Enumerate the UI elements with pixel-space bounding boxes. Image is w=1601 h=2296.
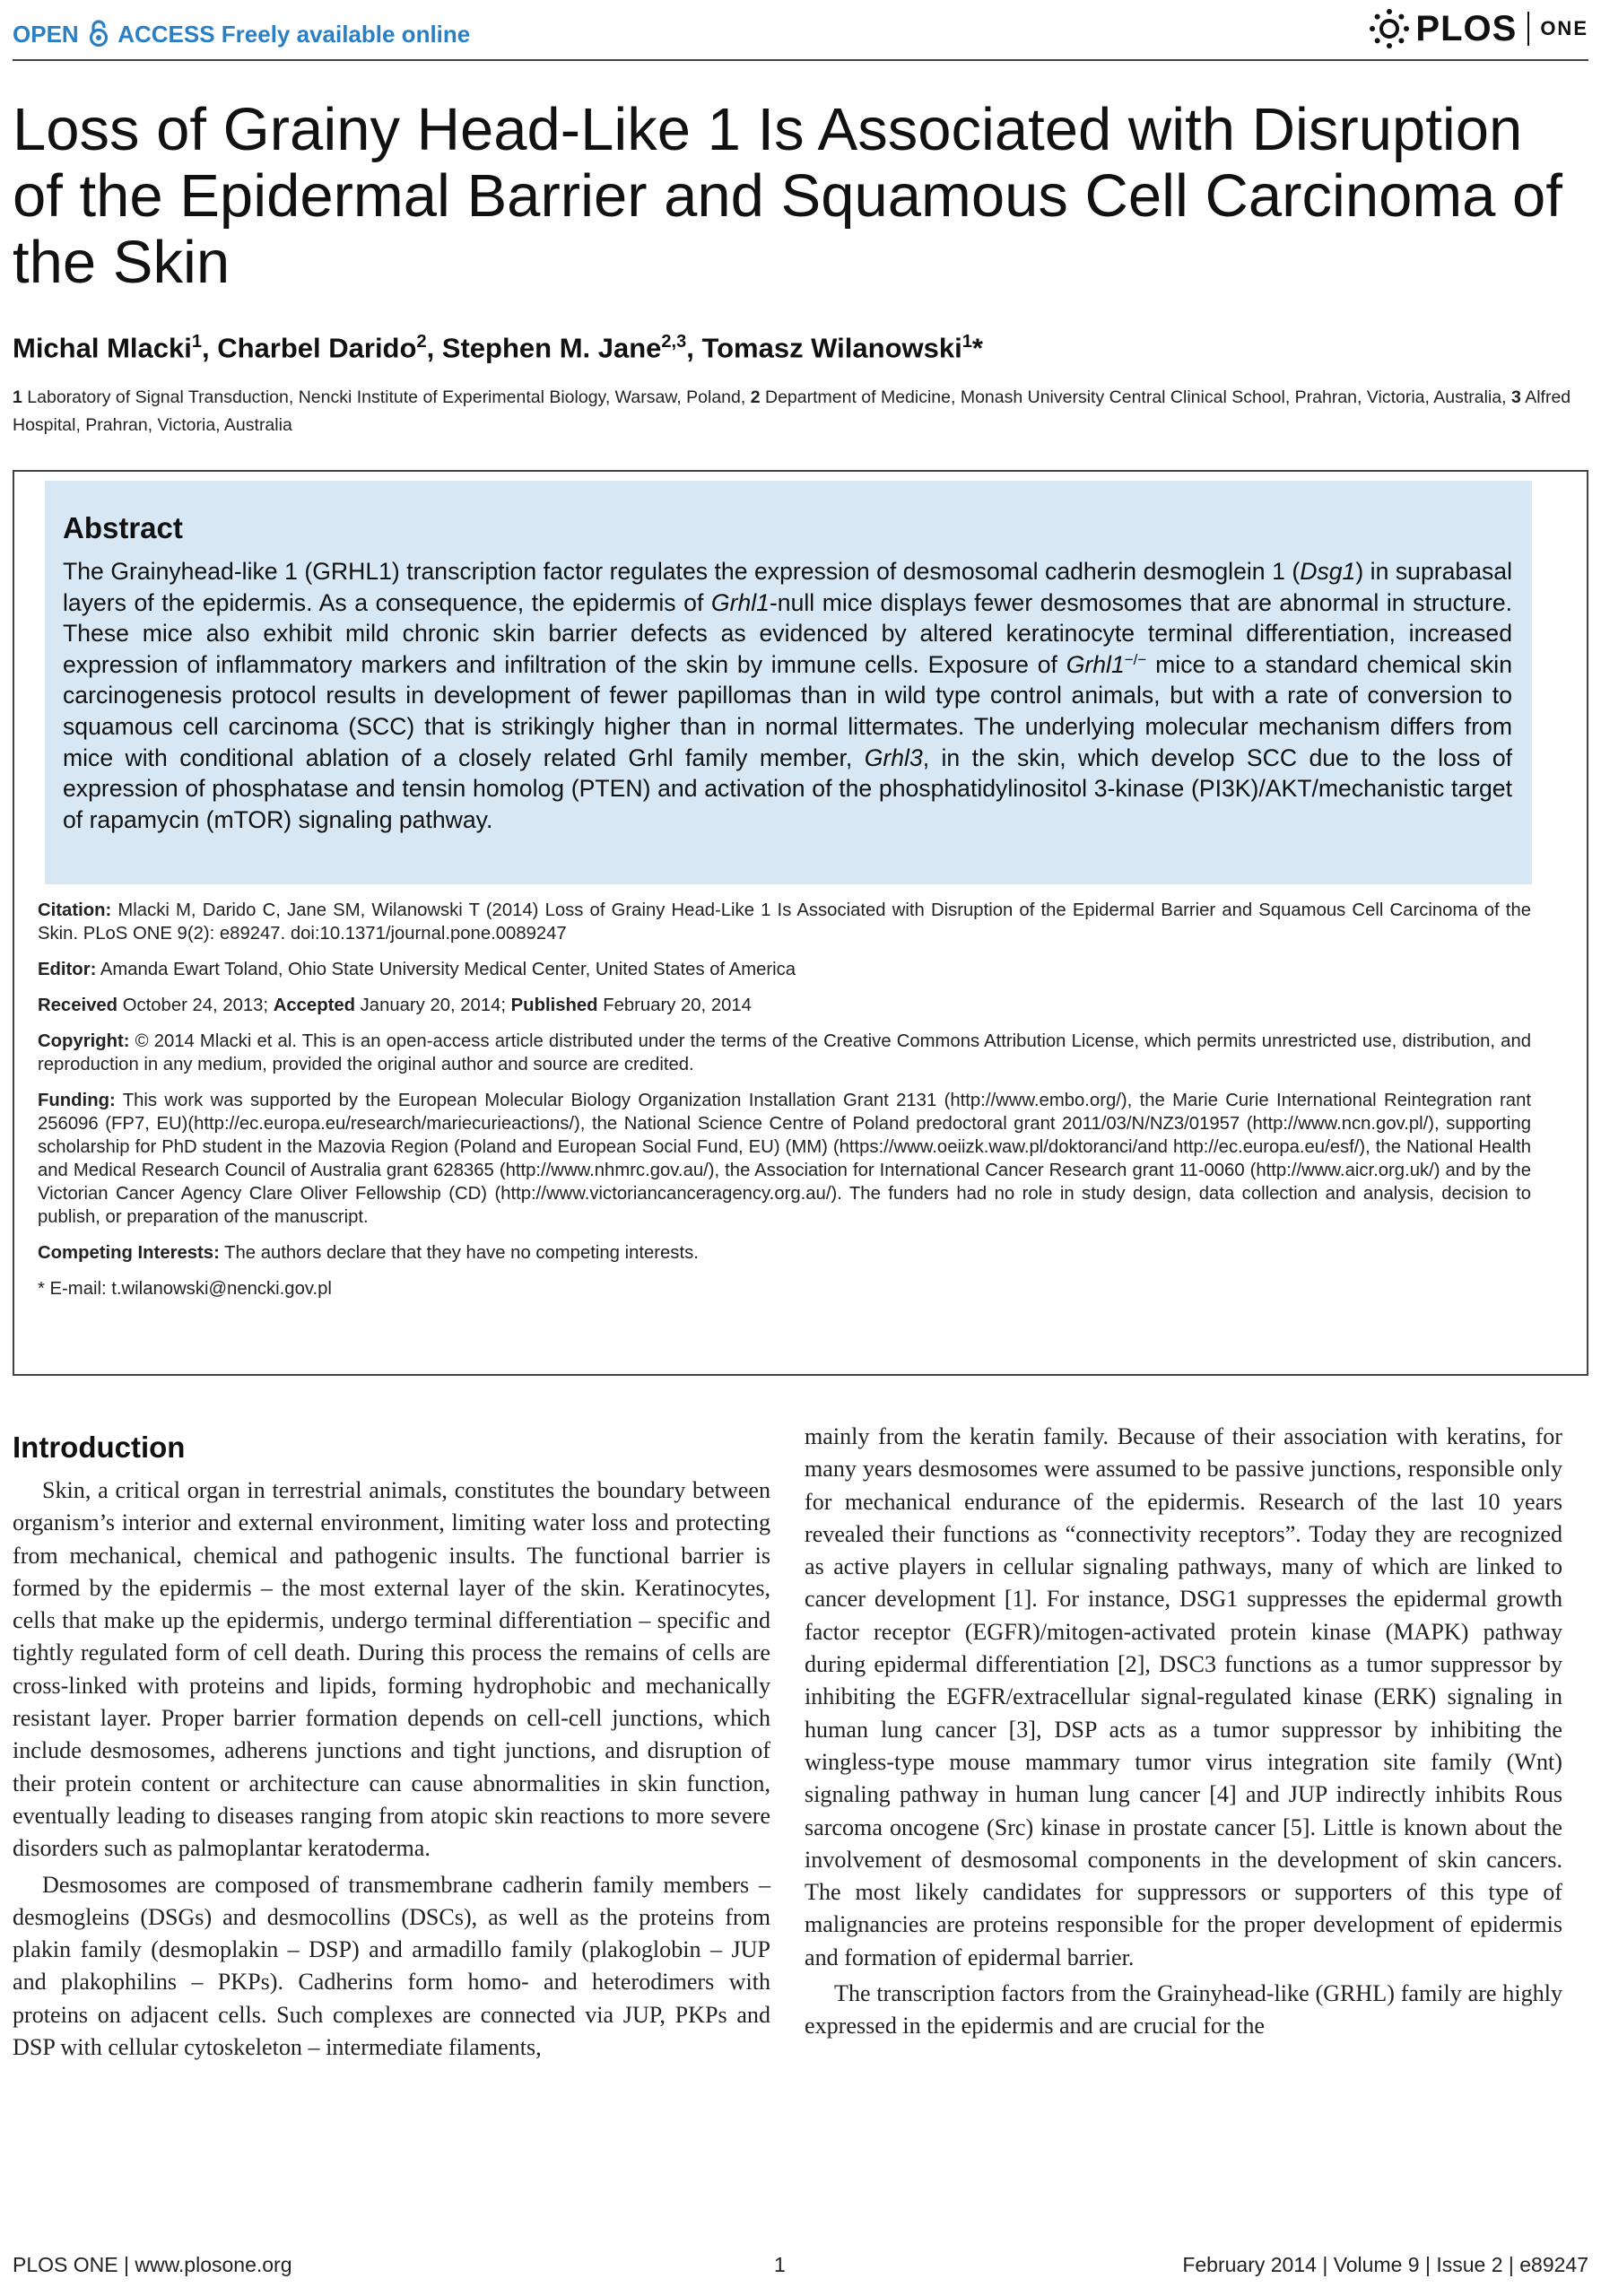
- logo-divider: [1527, 12, 1529, 46]
- article-title: Loss of Grainy Head-Like 1 Is Associated with Disruption of the Epidermal Barrier and Squamous Cell Carcinoma of the Skin: [13, 96, 1562, 296]
- author-affiliation-mark: 1: [191, 332, 202, 352]
- copyright: [38, 1030, 1531, 1076]
- received-label: Received: [38, 996, 118, 1015]
- body-paragraph: mainly from the keratin family. Because of their association with keratins, for many years desmosomes were assumed to be passive junctions, responsible only for mechanical endurance of the epidermis. Research of the last 10 years revealed their functions as “connectivity receptors”. Today they are recognized as active players in cellular signaling pathways, many of which are linked to cancer development [1]. For instance, DSG1 suppresses the epidermal growth factor receptor (EGFR)/mitogen-activated protein kinase (MAPK) pathway during epidermal differentiation [2], DSC3 functions as a tumor suppressor by inhibiting the EGFR/extracellular signal-regulated kinase (ERK) signaling in human lung cancer [3], DSP acts as a tumor suppressor by inhibiting the wingless-type mouse mammary tumor virus integration site family (Wnt) signaling pathway in human lung cancer [4] and JUP indirectly inhibits Rous sarcoma oncogene (Src) kinase in prostate cancer [5]. Little is known about the involvement of desmosomal components in the development of skin cancers. The most likely candidates for suppressors or supporters of this type of malignancies are proteins responsible for the proper development of epidermis and formation of epidermal barrier.: [805, 1423, 1562, 1970]
- affiliation-number: 1: [13, 387, 22, 407]
- journal-name: PLOS: [1415, 8, 1518, 48]
- plos-logo-icon: [1369, 8, 1410, 49]
- funding-label: Funding:: [38, 1091, 116, 1110]
- page-number: 1: [774, 2253, 786, 2276]
- affiliation-number: 3: [1511, 387, 1521, 407]
- citation: [38, 899, 1531, 945]
- open-access-badge: [13, 20, 470, 48]
- open-lock-icon: [89, 20, 109, 47]
- author-name: Charbel Darido: [217, 332, 417, 364]
- abstract-text: [63, 556, 1512, 835]
- funding: [38, 1089, 1531, 1229]
- author-affiliation-mark: 2,3: [661, 332, 687, 352]
- abstract-run: ) in suprabasal layers of the epidermis. As a consequence, the epidermis of: [63, 558, 1512, 616]
- article-metadata: [38, 899, 1531, 1313]
- body-paragraph: The transcription factors from the Grainyhead-like (GRHL) family are highly expressed in the epidermis and are crucial for the: [805, 1980, 1562, 2039]
- abstract-run: -null mice displays fewer desmosomes that are abnormal in structure. These mice also exhibit mild chronic skin barrier defects as evidenced by altered keratinocyte terminal differentiation, increased expression of inflammatory markers and infiltration of the skin by immune cells. Exposure of: [63, 588, 1512, 678]
- affiliation-text: Department of Medicine, Monash University Central Clinical School, Prahran, Victoria, Australia,: [764, 387, 1507, 407]
- competing-label: Competing Interests:: [38, 1243, 220, 1263]
- abstract-box: [45, 481, 1532, 884]
- gene-name: Grhl1: [1066, 650, 1125, 678]
- footer-journal: PLOS ONE | www.plosone.org: [13, 2253, 292, 2276]
- author-list: Michal Mlacki$^1$, Charbel Darido$^2$, Stephen M. Jane$^{2,3}$, Tomasz Wilanowski$^1$*: [13, 332, 983, 364]
- freely-available-label: Freely available online: [221, 21, 471, 48]
- affiliation-text: Alfred Hospital, Prahran, Victoria, Australia: [13, 387, 1571, 435]
- access-label: ACCESS: [117, 21, 215, 48]
- body-paragraph: Desmosomes are composed of transmembrane cadherin family members – desmogleins (DSGs) and desmocollins (DSCs), as well as the proteins from plakin family (desmoplakin – DSP) and armadillo family (plakoglobin – JUP and plakophilins – PKPs). Cadherins form homo- and heterodimers with proteins on adjacent cells. Such complexes are connected via JUP, PKPs and DSP with cellular cytoskeleton – intermediate filaments,: [13, 1871, 770, 2061]
- gene-name: Grhl3: [864, 744, 923, 771]
- journal-subname: ONE: [1540, 17, 1588, 39]
- body-paragraph: Skin, a critical organ in terrestrial animals, constitutes the boundary between organism’s interior and external environment, limiting water loss and protecting from mechanical, chemical and pathogenic insults. The functional barrier is formed by the epidermis – the most external layer of the skin. Keratinocytes, cells that make up the epidermis, undergo terminal differentiation – specific and tightly regulated form of cell death. During this process the remains of cells are cross-linked with proteins and lipids, forming hydrophobic and mechanically resistant layer. Proper barrier formation depends on cell-cell junctions, which include desmosomes, adherens junctions and tight junctions, and disruption of their protein content or architecture can cause abnormalities in skin function, eventually leading to diseases ranging from atopic skin reactions to more severe disorders such as palmoplantar keratoderma.: [13, 1477, 770, 1862]
- abstract-run: The Grainyhead-like 1 (GRHL1) transcription factor regulates the expression of desmosomal cadherin desmoglein 1 (: [63, 558, 1301, 585]
- affiliations: [13, 384, 1591, 439]
- header-bar: [0, 0, 1601, 59]
- affiliation-number: 2: [750, 387, 761, 407]
- received-date: October 24, 2013;: [117, 996, 274, 1015]
- accepted-label: Accepted: [273, 996, 356, 1015]
- corresponding-mark: *: [971, 332, 983, 364]
- body-column-right: [805, 1421, 1562, 2043]
- open-label: OPEN: [13, 21, 79, 48]
- citation-label: Citation:: [38, 900, 112, 920]
- abstract-run: mice to a standard chemical skin carcinogenesis protocol results in development of fewer papillomas than in wild type control animals, but with a rate of conversion to squamous cell carcinoma (SCC) that is strikingly higher than in normal littermates. The underlying molecular mechanism differs from mice with conditional ablation of a closely related Grhl family member,: [63, 650, 1513, 771]
- author-affiliation-mark: 1: [961, 332, 972, 352]
- email: * E-mail: t.wilanowski@nencki.gov.pl: [38, 1279, 332, 1299]
- gene-name: Grhl1: [710, 588, 770, 616]
- abstract-heading: Abstract: [63, 511, 183, 544]
- competing-interests: [38, 1241, 1531, 1265]
- funding-text: This work was supported by the European Molecular Biology Organization Installation Grant 2131 (http://www.embo.org/), the Marie Curie International Reintegration rant 256096 (FP7, EU)(http://ec.europa.eu/research/mariecurieactions/), the National Science Centre of Poland predoctoral grant 2011/03/N/NZ3/01957 (http://www.ncn.gov.pl/), supporting scholarship for PhD student in the Mazovia Region (Poland and European Social Fund, EU) (MM) (https://www.oeiizk.waw.pl/doktoranci/and http://ec.europa.eu/esf/), the National Health and Medical Research Council of Australia grant 628365 (http://www.nhmrc.gov.au/), the Association for International Cancer Research grant 11-0060 (http://www.aicr.org.uk/) and by the Victorian Cancer Agency Clare Oliver Fellowship (CD) (http://www.victoriancanceragency.org.au/). The funders had no role in study design, data collection and analysis, decision to publish, or preparation of the manuscript.: [38, 1091, 1531, 1227]
- introduction-heading: Introduction: [13, 1431, 186, 1464]
- author-name: Stephen M. Jane: [441, 332, 662, 364]
- published-date: February 20, 2014: [597, 996, 752, 1015]
- affiliation-text: Laboratory of Signal Transduction, Nencki Institute of Experimental Biology, Warsaw, Poland,: [27, 387, 746, 407]
- footer-issue: February 2014 | Volume 9 | Issue 2 | e89247: [1182, 2253, 1588, 2276]
- dates: [38, 994, 1531, 1017]
- abstract-run: , in the skin, which develop SCC due to the loss of expression of phosphatase and tensin homolog (PTEN) and activation of the phosphatidylinositol 3-kinase (PI3K)/AKT/mechanistic target of rapamycin (mTOR) signaling pathway.: [63, 744, 1512, 833]
- accepted-date: January 20, 2014;: [355, 996, 511, 1015]
- author-name: Michal Mlacki: [13, 332, 192, 364]
- editor-label: Editor:: [38, 960, 97, 979]
- editor-text: Amanda Ewart Toland, Ohio State University Medical Center, United States of America: [96, 960, 796, 979]
- copyright-label: Copyright:: [38, 1031, 130, 1051]
- header-rule: [13, 59, 1588, 61]
- author-affiliation-mark: 2: [416, 332, 427, 352]
- copyright-text: © 2014 Mlacki et al. This is an open-access article distributed under the terms of the Creative Commons Attribution License, which permits unrestricted use, distribution, and reproduction in any medium, provided the original author and source are credited.: [38, 1031, 1531, 1074]
- gene-name: Dsg1: [1300, 558, 1356, 585]
- plos-logo: [1369, 5, 1588, 52]
- author-name: Tomasz Wilanowski: [701, 332, 962, 364]
- editor: [38, 958, 1531, 981]
- published-label: Published: [510, 996, 598, 1015]
- genotype-superscript: −/−: [1124, 650, 1147, 668]
- body-column-left: [13, 1421, 770, 2064]
- competing-text: The authors declare that they have no competing interests.: [219, 1243, 699, 1263]
- citation-text: Mlacki M, Darido C, Jane SM, Wilanowski T (2014) Loss of Grainy Head-Like 1 Is Associated with Disruption of the Epidermal Barrier and Squamous Cell Carcinoma of the Skin. PLoS ONE 9(2): e89247. doi:10.1371/journal.pone.0089247: [38, 900, 1531, 944]
